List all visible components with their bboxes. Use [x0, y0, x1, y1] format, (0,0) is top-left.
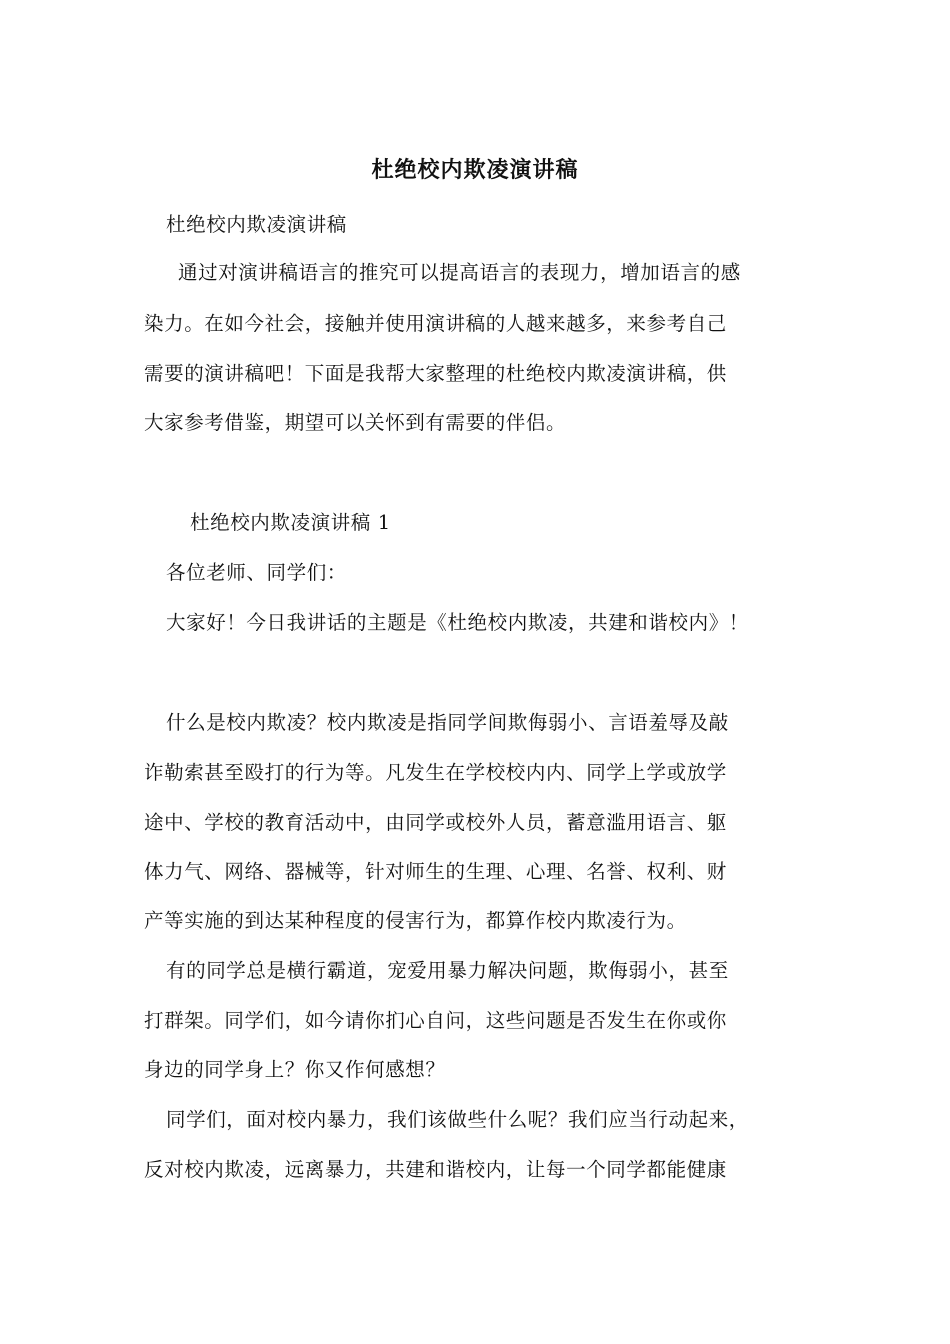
subtitle-line: 杜绝校内欺凌演讲稿: [166, 213, 347, 236]
paragraph-2-line-2: 打群架。同学们，如今请你扪心自问，这些问题是否发生在你或你: [144, 1009, 727, 1032]
paragraph-2-line-3: 身边的同学身上？你又作何感想？: [144, 1058, 446, 1081]
intro-line-1: 通过对演讲稿语言的推究可以提高语言的表现力，增加语言的感: [178, 261, 741, 284]
paragraph-1-line-2: 诈勒索甚至殴打的行为等。凡发生在学校校内内、同学上学或放学: [144, 761, 727, 784]
topic-line: 大家好！今日我讲话的主题是《杜绝校内欺凌，共建和谐校内》！: [166, 611, 749, 634]
greeting-line: 各位老师、同学们：: [166, 561, 347, 584]
paragraph-1-line-3: 途中、学校的教育活动中，由同学或校外人员，蓄意滥用语言、躯: [144, 811, 727, 834]
paragraph-3-line-2: 反对校内欺凌，远离暴力，共建和谐校内，让每一个同学都能健康: [144, 1158, 727, 1181]
paragraph-1-line-4: 体力气、网络、器械等，针对师生的生理、心理、名誉、权利、财: [144, 860, 727, 883]
paragraph-3-line-1: 同学们，面对校内暴力，我们该做些什么呢？我们应当行动起来，: [166, 1108, 749, 1131]
intro-line-2: 染力。在如今社会，接触并使用演讲稿的人越来越多，来参考自己: [144, 312, 727, 335]
section-heading: 杜绝校内欺凌演讲稿 1: [190, 511, 391, 534]
paragraph-2-line-1: 有的同学总是横行霸道，宠爱用暴力解决问题，欺侮弱小，甚至: [166, 959, 729, 982]
paragraph-1-line-5: 产等实施的到达某种程度的侵害行为，都算作校内欺凌行为。: [144, 909, 687, 932]
paragraph-1-line-1: 什么是校内欺凌？校内欺凌是指同学间欺侮弱小、言语羞辱及敲: [166, 711, 729, 734]
document-title: 杜绝校内欺凌演讲稿: [371, 157, 579, 183]
intro-line-3: 需要的演讲稿吧！下面是我帮大家整理的杜绝校内欺凌演讲稿，供: [144, 362, 727, 385]
intro-line-4: 大家参考借鉴，期望可以关怀到有需要的伴侣。: [144, 411, 567, 434]
